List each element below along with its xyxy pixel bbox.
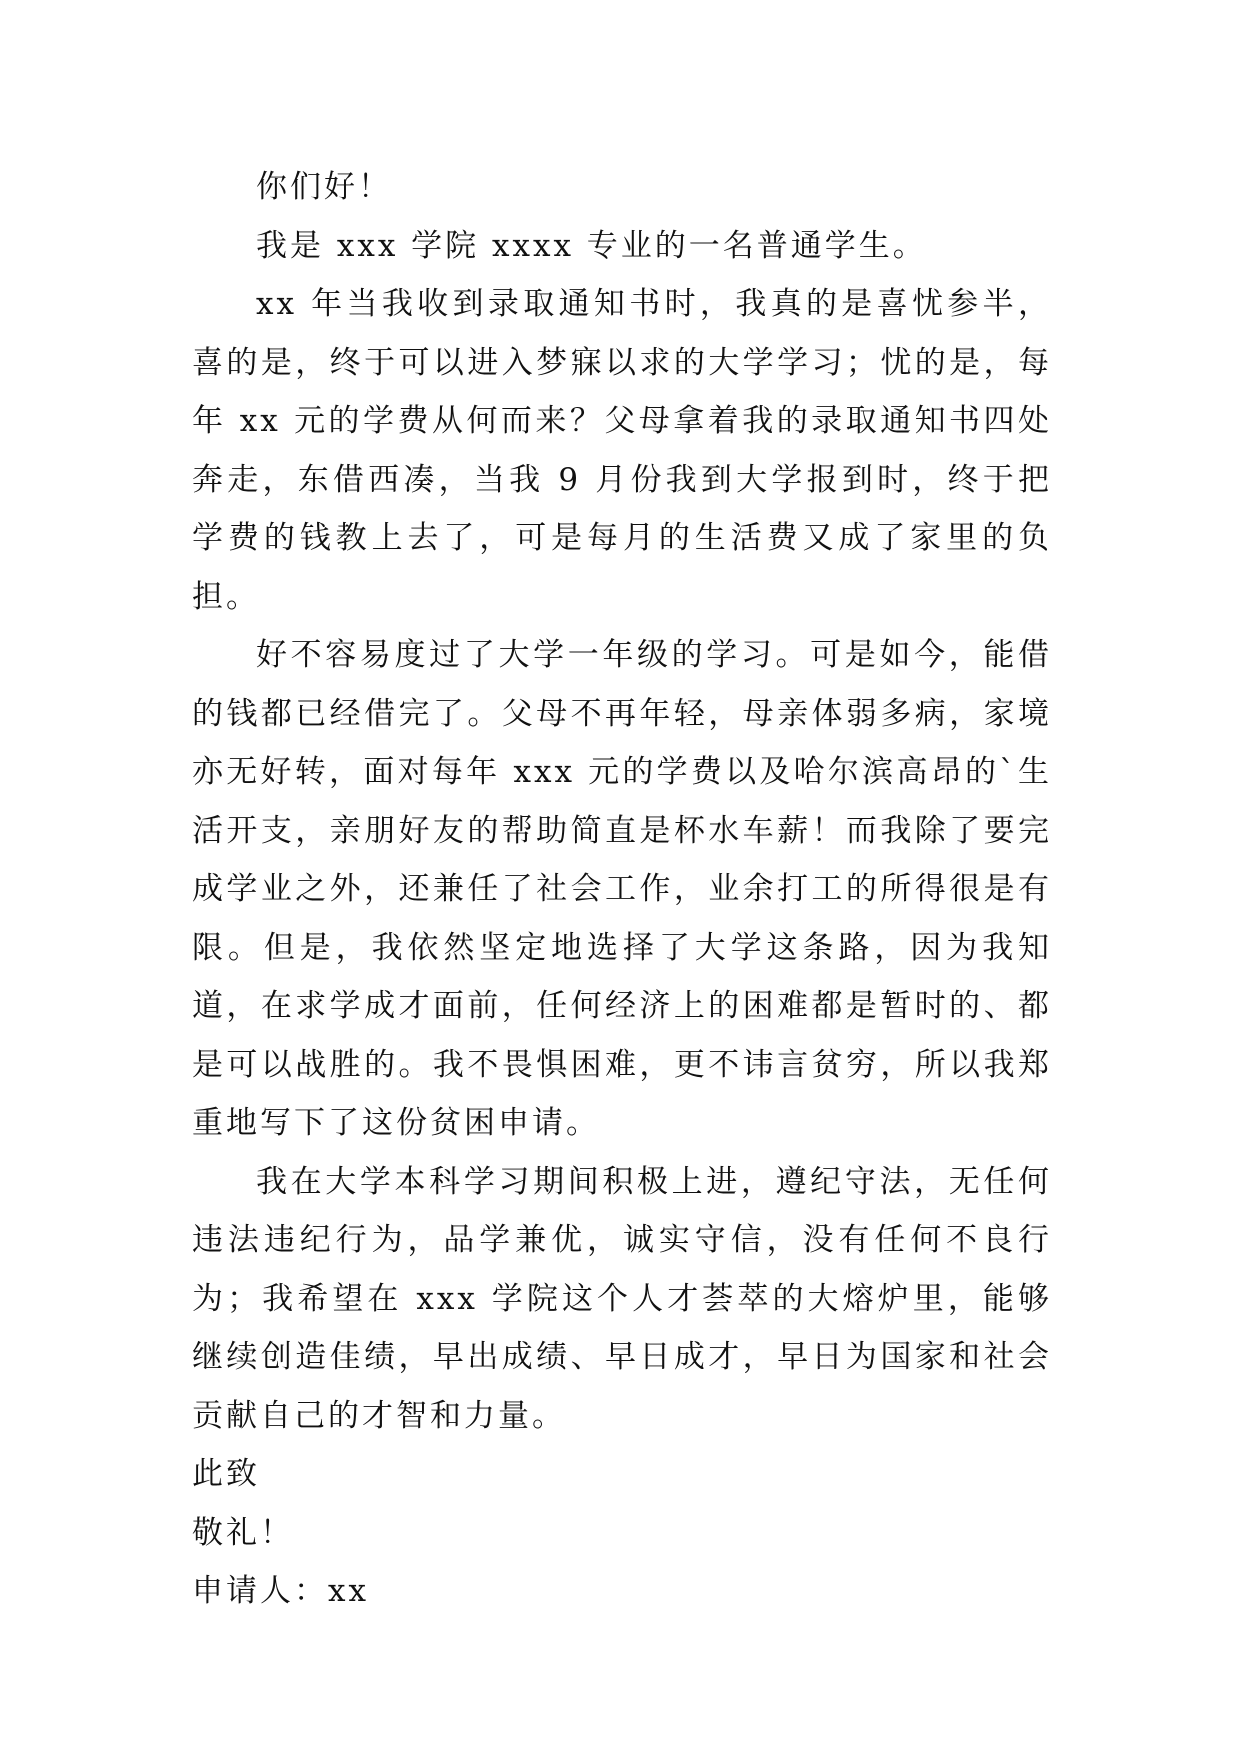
intro-paragraph: 我是 xxx 学院 xxxx 专业的一名普通学生。 <box>256 227 927 264</box>
letter-body <box>192 158 1052 1621</box>
signature: 申请人：xx <box>192 1573 369 1609</box>
closing-regards: 敬礼！ <box>192 1514 294 1551</box>
body-paragraph-2: 好不容易度过了大学一年级的学习。可是如今，能借的钱都已经借完了。父母不再年轻，母亲体弱多病，家境亦无好转，面对每年 xxx 元的学费以及哈尔滨高昂的`生活开支，亲朋好友的帮助简直是杯水车薪！而我除了要完成学业之外，还兼任了社会工作，业余打工的所得很是有限。但是，我依然坚定地选择了大学这条路，因为我知道，在求学成才面前，任何经济上的困难都是暂时的、都是可以战胜的。我不畏惧困难，更不讳言贫穷，所以我郑重地写下了这份贫困申请。 <box>192 637 1052 1141</box>
body-paragraph-1: xx 年当我收到录取通知书时，我真的是喜忧参半，喜的是，终于可以进入梦寐以求的大学学习；忧的是，每年 xx 元的学费从何而来？父母拿着我的录取通知书四处奔走，东借西凑，当我 9 月份我到大学报到时，终于把学费的钱教上去了，可是每月的生活费又成了家里的负担。 <box>192 286 1052 615</box>
greeting: 你们好！ <box>256 169 392 205</box>
body-paragraph-3: 我在大学本科学习期间积极上进，遵纪守法，无任何违法违纪行为，品学兼优，诚实守信，没有任何不良行为；我希望在 xxx 学院这个人才荟萃的大熔炉里，能够继续创造佳绩，早出成绩、早日成才，早日为国家和社会贡献自己的才智和力量。 <box>192 1163 1052 1434</box>
closing-salutation: 此致 <box>192 1456 260 1492</box>
